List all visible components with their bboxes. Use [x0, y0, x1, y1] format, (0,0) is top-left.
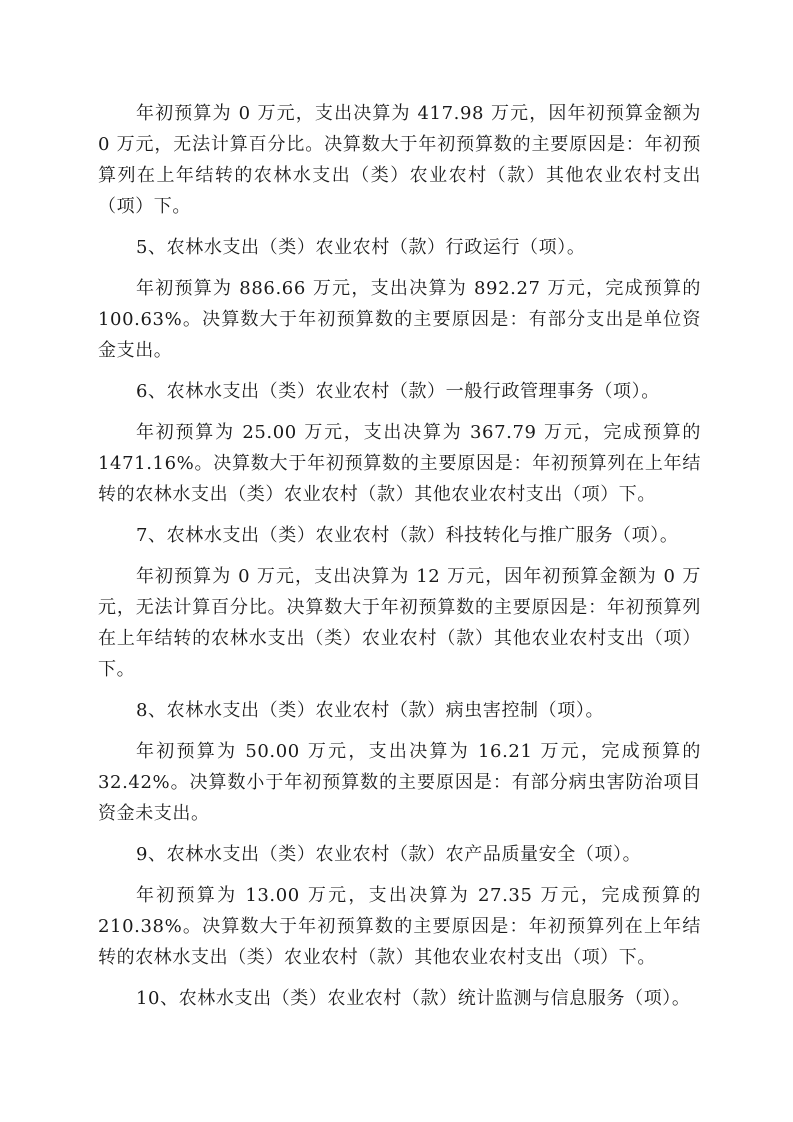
paragraph-body-7: 年初预算为 0 万元，支出决算为 12 万元，因年初预算金额为 0 万元，无法计算百分比。决算数大于年初预算数的主要原因是：年初预算列在上年结转的农林水支出（类）农业农村（款）其他农业农村支出（项）下。: [98, 566, 701, 680]
paragraph-body-9: 年初预算为 13.00 万元，支出决算为 27.35 万元，完成预算的 210.38%。决算数大于年初预算数的主要原因是：年初预算列在上年结转的农林水支出（类）农业农村（款）其他农业农村支出（项）下。: [98, 885, 701, 968]
paragraph-body-6: 年初预算为 25.00 万元，支出决算为 367.79 万元，完成预算的 1471.16%。决算数大于年初预算数的主要原因是：年初预算列在上年结转的农林水支出（类）农业农村（款）其他农业农村支出（项）下。: [98, 422, 701, 505]
paragraph-body-8: 年初预算为 50.00 万元，支出决算为 16.21 万元，完成预算的 32.42%。决算数小于年初预算数的主要原因是：有部分病虫害防治项目资金未支出。: [98, 741, 701, 824]
paragraph-heading-9: 9、农林水支出（类）农业农村（款）农产品质量安全（项）。: [136, 844, 642, 865]
paragraph-body-5: 年初预算为 886.66 万元，支出决算为 892.27 万元，完成预算的 100.63%。决算数大于年初预算数的主要原因是：有部分支出是单位资金支出。: [98, 278, 701, 361]
paragraph-heading-7: 7、农林水支出（类）农业农村（款）科技转化与推广服务（项）。: [136, 525, 679, 546]
paragraph-body-1: 年初预算为 0 万元，支出决算为 417.98 万元，因年初预算金额为 0 万元，无法计算百分比。决算数大于年初预算数的主要原因是：年初预算列在上年结转的农林水支出（类）农业农村（款）其他农业农村支出（项）下。: [98, 103, 701, 217]
paragraph-heading-5: 5、农林水支出（类）农业农村（款）行政运行（项）。: [136, 237, 586, 258]
paragraph-heading-10: 10、农林水支出（类）农业农村（款）统计监测与信息服务（项）。: [136, 988, 691, 1009]
paragraph-heading-6: 6、农林水支出（类）农业农村（款）一般行政管理事务（项）。: [136, 381, 660, 402]
paragraph-heading-8: 8、农林水支出（类）农业农村（款）病虫害控制（项）。: [136, 700, 605, 721]
